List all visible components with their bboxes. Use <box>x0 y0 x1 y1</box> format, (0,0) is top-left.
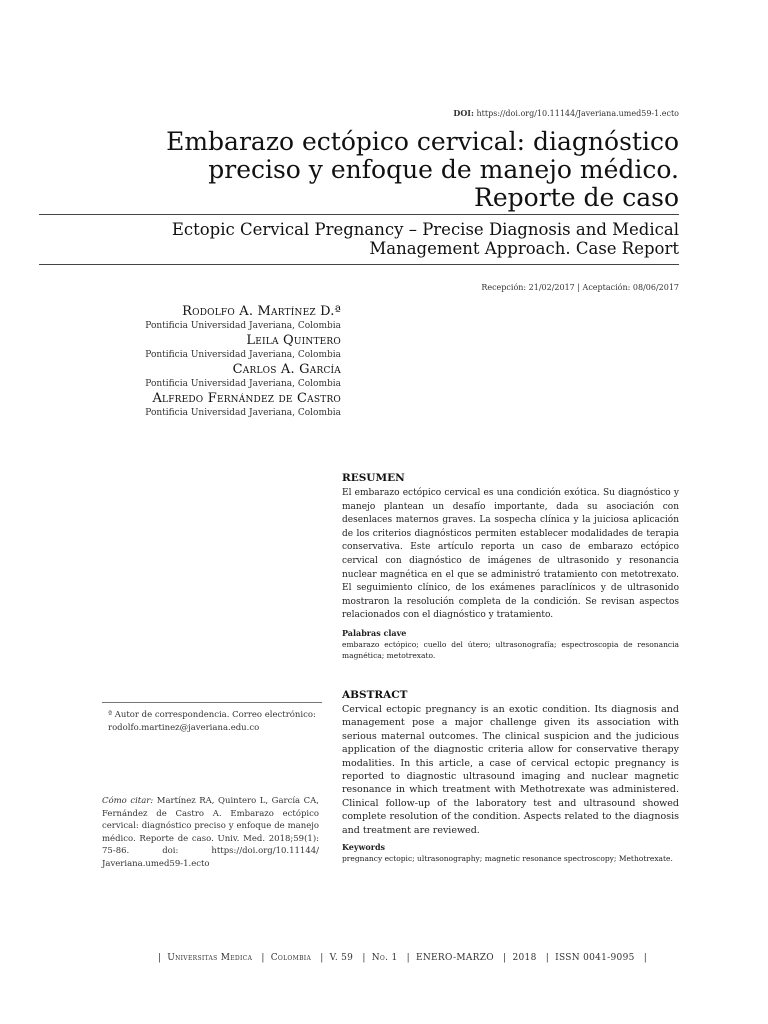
subtitle-line: Management Approach. Case Report <box>369 239 679 258</box>
doi-line <box>453 108 679 118</box>
resumen-heading: RESUMEN <box>342 472 405 484</box>
cite-label: Cómo citar: <box>102 796 154 806</box>
author-name: Carlos A. García <box>232 362 341 377</box>
author-name: Rodolfo A. Martínez D.ª <box>182 304 341 319</box>
keywords-text: pregnancy ectopic; ultrasonography; magnetic resonance spectroscopy; Methotrexate. <box>342 854 673 864</box>
subtitle-line: Ectopic Cervical Pregnancy – Precise Diagnosis and Medical <box>171 220 679 239</box>
author-affiliation: Pontificia Universidad Javeriana, Colombia <box>145 379 341 389</box>
author-affiliation: Pontificia Universidad Javeriana, Colombia <box>145 350 341 360</box>
abstract-heading: ABSTRACT <box>342 689 408 701</box>
author-affiliation: Pontificia Universidad Javeriana, Colombia <box>145 321 341 331</box>
author-affiliation: Pontificia Universidad Javeriana, Colombia <box>145 408 341 418</box>
footer-volume: V. 59 <box>329 953 354 963</box>
palabras-clave-text: embarazo ectópico; cuello del útero; ultrasonografía; espectroscopia de resonancia magnética; metotrexato. <box>342 639 679 661</box>
abstract-text: Cervical ectopic pregnancy is an exotic condition. Its diagnosis and management pose a major challenge given its association with serious maternal outcomes. The clinical suspicion and the judicious application of the diagnostic criteria allow for conservative therapy modalities. In this article, a case of cervical ectopic pregnancy is reported to diagnostic ultrasound imaging and nuclear magnetic resonance in which treatment with Methotrexate was administered. Clinical follow-up of the laboratory test and ultrasound showed complete resolution of the condition. Aspects related to the diagnosis and treatment are reviewed. <box>342 704 679 836</box>
title-line: Reporte de caso <box>474 183 679 212</box>
author-list <box>11 304 341 420</box>
footer-journal: Universitas Medica <box>167 953 253 963</box>
abstract-section <box>342 703 679 865</box>
doi-label: DOI: <box>453 108 474 118</box>
author-block <box>11 391 341 420</box>
author-name: Leila Quintero <box>246 333 341 348</box>
footer-number: No. 1 <box>371 953 398 963</box>
title-line: preciso y enfoque de manejo médico. <box>208 155 679 184</box>
title-divider-bottom <box>39 264 679 265</box>
footnote-divider <box>102 702 322 703</box>
how-to-cite <box>102 795 319 870</box>
reception-dates: Recepción: 21/02/2017 | Aceptación: 08/06/2017 <box>481 283 679 292</box>
cite-text: Martínez RA, Quintero L, García CA, Fernández de Castro A. Embarazo ectópico cervical: diagnóstico preciso y enfoque de manejo médico. Reporte de caso. Univ. Med. 2018;59(1): 75-86. doi: https://doi.org/10.11144/ Javeriana.umed59-1.ecto <box>102 796 320 869</box>
doi-link[interactable]: https://doi.org/10.11144/Javeriana.umed59-1.ecto <box>476 109 679 118</box>
correspondence-footnote: ª Autor de correspondencia. Correo electrónico: rodolfo.martinez@javeriana.edu.co <box>108 710 316 733</box>
footer-period: ENERO-MARZO <box>416 953 494 963</box>
resumen-section <box>342 487 679 662</box>
footer-issn: ISSN 0041-9095 <box>555 953 635 963</box>
resumen-text: El embarazo ectópico cervical es una condición exótica. Su diagnóstico y manejo plantean un desafío importante, dada su asociación con desenlaces maternos graves. La sospecha clínica y la juiciosa aplicación de los criterios diagnósticos permiten establecer modalidades de terapia conservativa. Este artículo reporta un caso de embarazo ectópico cervical con diagnóstico de imágenes de ultrasonido y resonancia nuclear magnética en el que se administró tratamiento con metotrexato. El seguimiento clínico, de los exámenes paraclínicos y de ultrasonido mostraron la resolución completa de la condición. Se revisan aspectos relacionados con el diagnóstico y tratamiento. <box>342 488 679 621</box>
article-title <box>119 128 679 212</box>
footer-country: Colombia <box>270 953 312 963</box>
title-divider-top <box>39 214 679 215</box>
author-block <box>11 362 341 391</box>
article-title-english <box>119 220 679 258</box>
footer-year: 2018 <box>512 953 537 963</box>
palabras-clave-heading: Palabras clave <box>342 627 407 638</box>
title-line: Embarazo ectópico cervical: diagnóstico <box>166 127 679 156</box>
author-name: Alfredo Fernández de Castro <box>152 391 341 406</box>
journal-footer: | Universitas Medica | Colombia | V. 59 | No. 1 | ENERO-MARZO | 2018 | ISSN 0041-9095 | <box>157 953 648 963</box>
author-block <box>11 304 341 333</box>
keywords-heading: Keywords <box>342 842 386 853</box>
author-block <box>11 333 341 362</box>
